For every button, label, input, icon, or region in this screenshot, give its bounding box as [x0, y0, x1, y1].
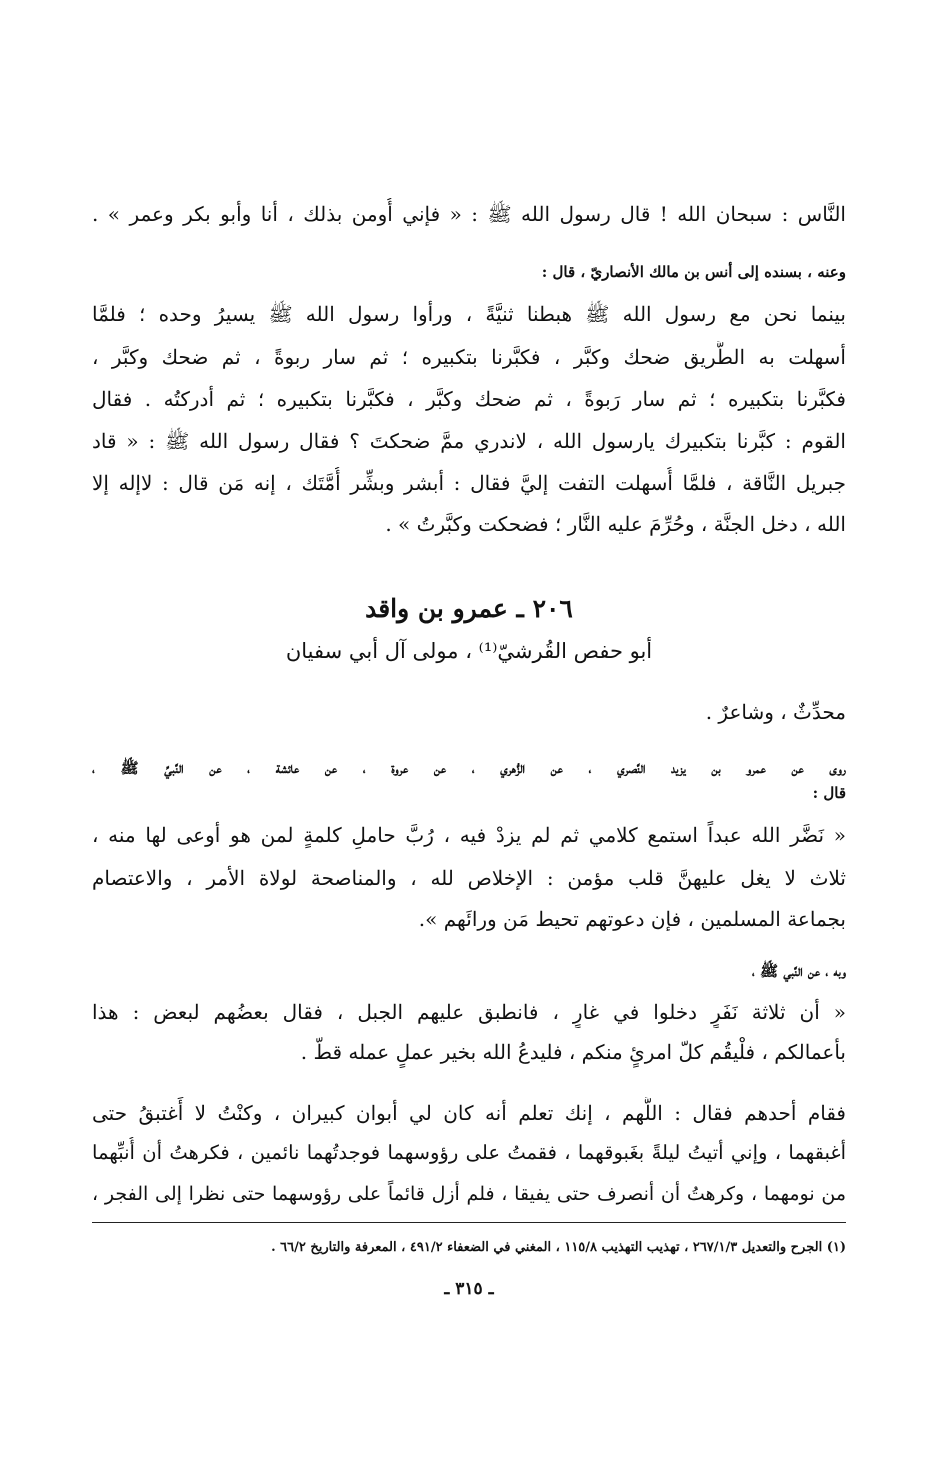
hadith2-line-2: ثلاث لا يغل عليهنَّ قلب مؤمن : الإخلاص لله ، والمناصحة لولاة الأمر ، والاعتصام: [92, 866, 846, 890]
hadith1-line-1: بينما نحن مع رسول الله ﷺ هبطنا ثنيَّةً ، ورأوا رسول الله ﷺ يسيرُ وحده ؛ فلمَّا: [92, 302, 846, 326]
page-number: ـ ٣١٥ ـ: [444, 1279, 494, 1299]
hadith3-cont-line-1: فقام أحدهم فقال : اللَّهم ، إنك تعلم أنه كان لي أبوان كبيران ، وكنْتُ لا أَغتبقُ حتى: [92, 1101, 846, 1125]
entry-subtitle: أبو حفص القُرشيّ⁽¹⁾ ، مولى آل أبي سفيان: [285, 639, 653, 663]
hadith1-line-6: الله ، دخل الجنَّة ، وحُرِّمَ عليه النَّار ؛ فضحكت وكبَّرتُ » .: [385, 512, 846, 536]
entry-title: ٢٠٦ ـ عمرو بن واقد: [365, 594, 573, 623]
hadith3-cont-line-3: من نومهما ، وكرهتُ أن أنصرف حتى يفيقا ، فلم أزل قائماً على رؤوسهما حتى نظرا إلى الفجر ،: [92, 1183, 846, 1205]
hadith3-isnad: وبه ، عن النَّبي ﷺ ،: [751, 962, 846, 980]
hadith1-line-5: جبريل النَّاقة ، فلمَّا أُسهلت التفت إليَّ فقال : أبشر وبشِّر أُمَّتَك ، إنه مَن قال : لاإله إلا: [92, 471, 846, 495]
footnote: (١) الجرح والتعديل ٢٦٧/١/٣ ، تهذيب التهذيب ١١٥/٨ ، المغني في الضعفاء ٤٩١/٢ ، المعرفة والتاريخ ٦٦/٢ .: [271, 1240, 846, 1255]
hadith3-cont-line-2: أغبقهما ، وإني أتيتُ ليلةً بغَبوقهما ، فقمتُ على رؤوسهما فوجدتُهما نائمين ، فكرهتُ أن أُنبِّهما: [92, 1141, 846, 1164]
footnote-divider: [92, 1222, 846, 1223]
hadith3-line-2: بأعمالكم ، فلْيقُم كلّ امرئٍ منكم ، فليدعُ الله بخير عملٍ عمله قطّ .: [300, 1040, 846, 1064]
hadith3-line-1: « أن ثلاثة نَفَرٍ دخلوا في غارٍ ، فانطبق عليهم الجبل ، فقال بعضُهم لبعض : هذا: [92, 1000, 846, 1024]
intro-line: النَّاس : سبحان الله ! قال رسول الله ﷺ : « فإني أُومن بذلك ، أنا وأبو بكر وعمر » .: [92, 202, 846, 226]
hadith2-line-3: بجماعة المسلمين ، فإن دعوتهم تحيط مَن ورائَهم ».: [418, 907, 846, 931]
entry-description: محدِّثٌ ، وشاعرٌ .: [705, 700, 846, 724]
hadith1-line-3: فكبَّرنا بتكبيره ؛ ثم سار رَبوةً ، ثم ضحك وكبَّر ، فكبَّرنا بتكبيره ؛ ثم أدركتُه . فقال: [92, 387, 846, 411]
hadith1-line-4: القوم : كبَّرنا بتكبيرك يارسول الله ، لاندري ممَّ ضحكتَ ؟ فقال رسول الله ﷺ : « قاد: [92, 429, 846, 453]
hadith1-isnad: وعنه ، بسنده إلى أنس بن مالك الأنصاريّ ، قال :: [541, 263, 846, 281]
hadith2-line-1: « نَضَّر الله عبداً استمع كلامي ثم لم يزدْ فيه ، رُبَّ حاملِ كلمةٍ لمن هو أوعى لها منه ،: [92, 823, 846, 847]
hadith1-line-2: أسهلت به الطَّريق ضحك وكبَّر ، فكبَّرنا بتكبيره ؛ ثم سار ربوةً ، ثم ضحك وكبَّر ،: [92, 345, 846, 369]
hadith2-isnad-line-2: قال :: [812, 784, 846, 802]
hadith2-isnad-line-1: روى عن عمرو بن يزيد النَّصري ، عن الزُّهري ، عن عروة ، عن عائشة ، عن النَّبيِّ ﷺ ،: [92, 759, 846, 777]
